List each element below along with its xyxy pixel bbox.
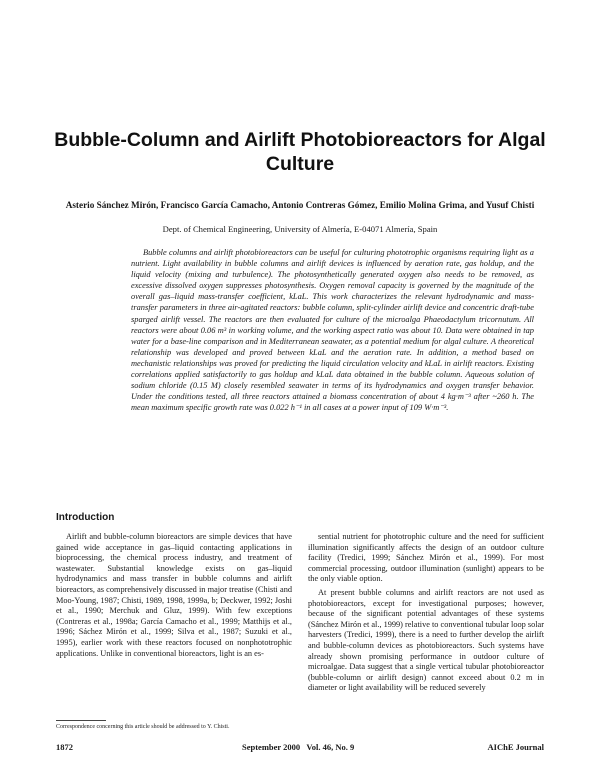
right-column: [308, 532, 544, 694]
article-title: Bubble-Column and Airlift Photobioreactors for Algal Culture: [54, 129, 546, 175]
paragraph: sential nutrient for phototrophic culture and the need for sufficient illumination significantly affects the design of an outdoor culture facility (Tredici, 1999; Sánchez Mirón et al., 1999). For most commercial processing, outdoor illumination (sunlight) appears to be the only viable option.: [308, 532, 544, 584]
left-column: [56, 532, 292, 659]
issue-info: September 2000 Vol. 46, No. 9: [242, 742, 355, 752]
footnote-divider: [56, 720, 106, 721]
section-heading-introduction: Introduction: [56, 512, 115, 523]
page-number: 1872: [56, 742, 73, 752]
paragraph: Airlift and bubble-column bioreactors are simple devices that have gained wide acceptance in gas–liquid contacting applications in bioprocessing, the chemical process industry, and treatment of wastewater. Substantial knowledge exists on gas–liquid hydrodynamics and mass transfer in bubble columns and airlift bioreactors, as comprehensively discussed in major treatise (Chisti and Moo-Young, 1987; Chisti, 1989, 1998, 1999a, b; Deckwer, 1992; Joshi et al., 1990; Merchuk and Gluz, 1999). With few exceptions (Contreras et al., 1998a; García Camacho et al., 1999; Matthijs et al., 1996; Sáchez Mirón et al., 1999; Silva et al., 1987; Suzuki et al., 1995), earlier work with these reactors focused on nonphototrophic applications. Unlike in conventional bioreactors, light is an es-: [56, 532, 292, 658]
abstract: Bubble columns and airlift photobioreactors can be useful for culturing phototrophic organisms requiring light as a nutrient. Light availability in bubble columns and airlift devices is influenced by aeration rate, gas holdup, and the liquid velocity (mixing and turbulence). The photosynthetically generated oxygen also needs to be removed, as excessive dissolved oxygen suppresses photosynthesis. Oxygen removal capacity is governed by the magnitude of the overall gas–liquid mass-transfer coefficient, kLaL. This work characterizes the relevant hydrodynamic and mass-transfer parameters in three air-agitated reactors: bubble column, split-cylinder airlift device and concentric draft-tube sparged airlift vessel. The reactors are then evaluated for culture of the microalga Phaeodactylum tricornutum. All reactors were about 0.06 m³ in working volume, and the working aspect ratio was about 10. Data were obtained in tap water for a base-line comparison and in Mediterranean seawater, as a potential medium for algal culture. A theoretical relationship was developed and proved between kLaL and the aeration rate. In addition, a method based on mechanistic relationships was proved for predicting the liquid circulation velocity and kLaL in airlift reactors. Existing correlations applied satisfactorily to gas holdup and kLaL data obtained in the bubble column. Aqueous solution of sodium chloride (0.15 M) closely resembled seawater in terms of its hydrodynamics and oxygen transfer behavior. Under the conditions tested, all three reactors attained a biomass concentration of about 4 kg·m⁻³ after ~260 h. The mean maximum specific growth rate was 0.022 h⁻¹ in all cases at a power input of 109 W·m⁻³.: [131, 248, 534, 413]
author-list: Asterio Sánchez Mirón, Francisco García Camacho, Antonio Contreras Gómez, Emilio Molina Grima, and Yusuf Chisti: [65, 200, 535, 210]
page-footer: [56, 742, 544, 754]
paragraph: At present bubble columns and airlift reactors are not used as photobioreactors, except for investigational purposes; however, because of the significant potential advantages of these systems (Sánchez Mirón et al., 1999) relative to conventional tubular loop solar harvesters (Tredici, 1999), there is a need to further develop the airlift and bubble-column devices as photobioreactors. Such systems have already shown promising performance in outdoor culture of microalgae. Data suggest that a single vertical tubular photobioreactor (bubble-column or airlift design) cannot exceed about 0.2 m in diameter or light availability will be reduced severely: [308, 587, 544, 693]
journal-name: AIChE Journal: [487, 742, 544, 752]
affiliation: Dept. of Chemical Engineering, University of Almería, E-04071 Almería, Spain: [162, 224, 438, 234]
correspondence-footnote: Correspondence concerning this article should be addressed to Y. Chisti.: [56, 724, 230, 730]
